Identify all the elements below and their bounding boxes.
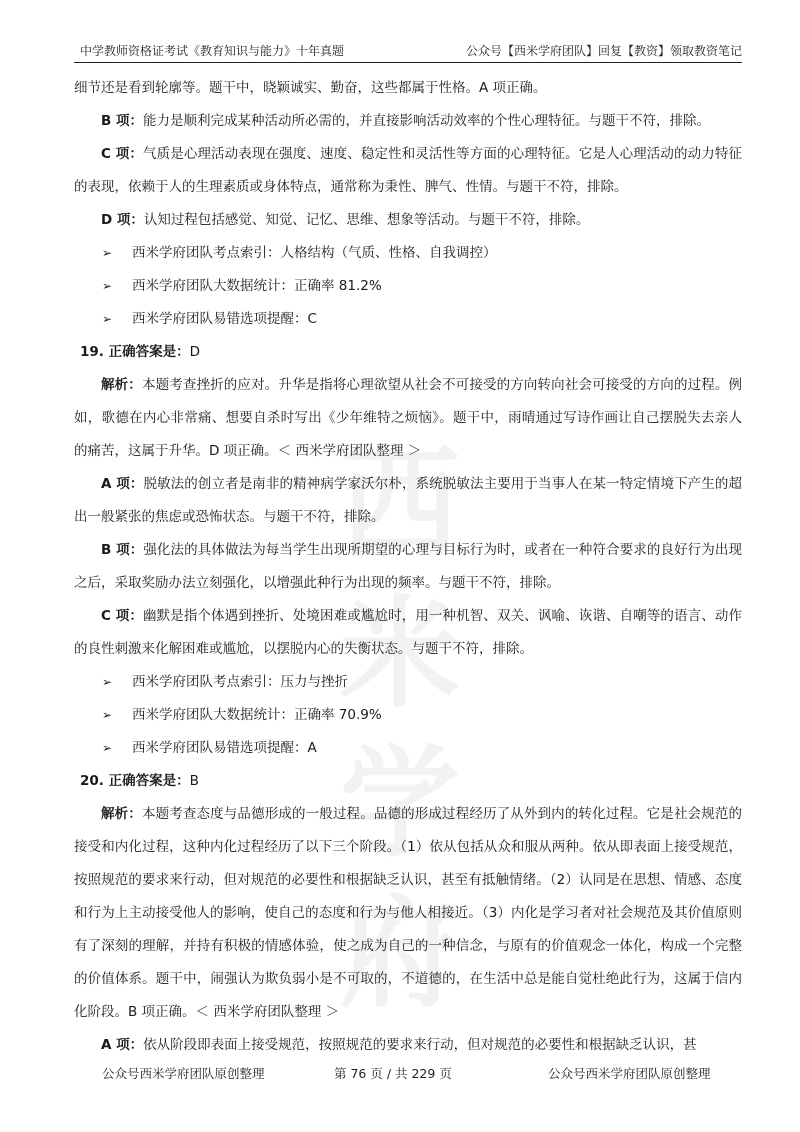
watermark-line: 学府: [340, 735, 460, 1024]
page-header: [74, 40, 742, 63]
q19-option-c: C 项：幽默是指个体遇到挫折、处境困难或尴尬时，用一种机智、双关、讽喻、诙谐、自嘲等的语言、动作的良性刺激来化解困难或尴尬，以摆脱内心的失衡状态。与题干不符，排除。: [74, 608, 743, 657]
q20-analysis: 解析：本题考查态度与品德形成的一般过程。品德的形成过程经历了从外到内的转化过程。它是社会规范的接受和内化过程，这种内化过程经历了以下三个阶段。（1）依从包括从众和服从两种。依从即表面上接受规范，按照规范的要求来行动，但对规范的必要性和根据缺乏认识，甚至有抵触情绪。（2）认同是在思想、情感、态度和行为上主动接受他人的影响，使自己的态度和行为与他人相接近。（3）内化是学习者对社会规范及其价值原则有了深刻的理解，并持有积极的情感体验，使之成为自己的一种信念，与原有的价值观念一体化，构成一个完整的价值体系。题干中，闹强认为欺负弱小是不可取的，不道德的，在生活中总是能自觉杜绝此行为，这属于信内化阶段。B 项正确。＜ 西米学府团队整理 ＞: [74, 806, 743, 1020]
q18-option-c: C 项：气质是心理活动表现在强度、速度、稳定性和灵活性等方面的心理特征。它是人心理活动的动力特征的表现，依赖于人的生理素质或身体特点，通常称为秉性、脾气、性情。与题干不符，排除。: [74, 146, 743, 195]
arrow-bullet-icon: ➢: [102, 675, 113, 689]
arrow-bullet-icon: ➢: [102, 741, 113, 755]
footer-left: 公众号西米学府团队原创整理: [102, 1066, 265, 1081]
arrow-bullet-icon: ➢: [102, 708, 113, 722]
arrow-bullet-icon: ➢: [102, 312, 113, 326]
arrow-bullet-icon: ➢: [102, 279, 113, 293]
arrow-bullet-icon: ➢: [102, 246, 113, 260]
page-content: [74, 72, 742, 1062]
header-book-title: 中学教师资格证考试《教育知识与能力》十年真题: [80, 44, 345, 58]
header-promo: 公众号【西米学府团队】回复【教资】领取教资笔记: [465, 44, 742, 58]
list-item: ➢ 西米学府团队考点索引：压力与挫折: [74, 666, 742, 699]
q19-option-b: B 项：强化法的具体做法为每当学生出现所期望的心理与目标行为时，或者在一种符合要求的良好行为出现之后，采取奖励办法立刻强化，以增强此种行为出现的频率。与题干不符，排除。: [74, 542, 743, 591]
list-item: ➢ 西米学府团队大数据统计：正确率 70.9%: [74, 699, 742, 732]
q19-option-a: A 项：脱敏法的创立者是南非的精神病学家沃尔朴，系统脱敏法主要用于当事人在某一特定情境下产生的超出一般紧张的焦虑或恐怖状态。与题干不符，排除。: [74, 476, 742, 525]
q18-option-d: D 项：认知过程包括感觉、知觉、记忆、思维、想象等活动。与题干不符，排除。: [101, 212, 590, 228]
footer-right: 公众号西米学府团队原创整理: [548, 1066, 711, 1081]
q20-answer-heading: 20. 正确答案是：B: [80, 773, 199, 789]
watermark-line: 西米: [340, 435, 460, 724]
page-number: 第 76 页 / 共 229 页: [334, 1066, 452, 1081]
list-item: ➢ 西米学府团队易错选项提醒：A: [74, 732, 742, 765]
list-item: ➢ 西米学府团队大数据统计：正确率 81.2%: [74, 270, 742, 303]
q18-continuation: 细节还是看到轮廓等。题干中，晓颖诚实、勤奋，这些都属于性格。A 项正确。: [74, 80, 547, 96]
list-item: ➢ 西米学府团队易错选项提醒：C: [74, 303, 742, 336]
list-item: ➢ 西米学府团队考点索引：人格结构（气质、性格、自我调控）: [74, 237, 742, 270]
q19-analysis: 解析：本题考查挫折的应对。升华是指将心理欲望从社会不可接受的方向转向社会可接受的方向的过程。例如，歌德在内心非常痛、想要自杀时写出《少年维特之烦恼》。题干中，雨晴通过写诗作画让自己摆脱失去亲人的痛苦，这属于升华。D 项正确。＜ 西米学府团队整理 ＞: [74, 377, 743, 459]
q18-option-b: B 项：能力是顺利完成某种活动所必需的，并直接影响活动效率的个性心理特征。与题干不符，排除。: [101, 113, 710, 129]
q19-answer-heading: 19. 正确答案是：D: [80, 344, 201, 360]
q20-option-a: A 项：依从阶段即表面上接受规范，按照规范的要求来行动，但对规范的必要性和根据缺乏认识，甚: [101, 1037, 697, 1053]
